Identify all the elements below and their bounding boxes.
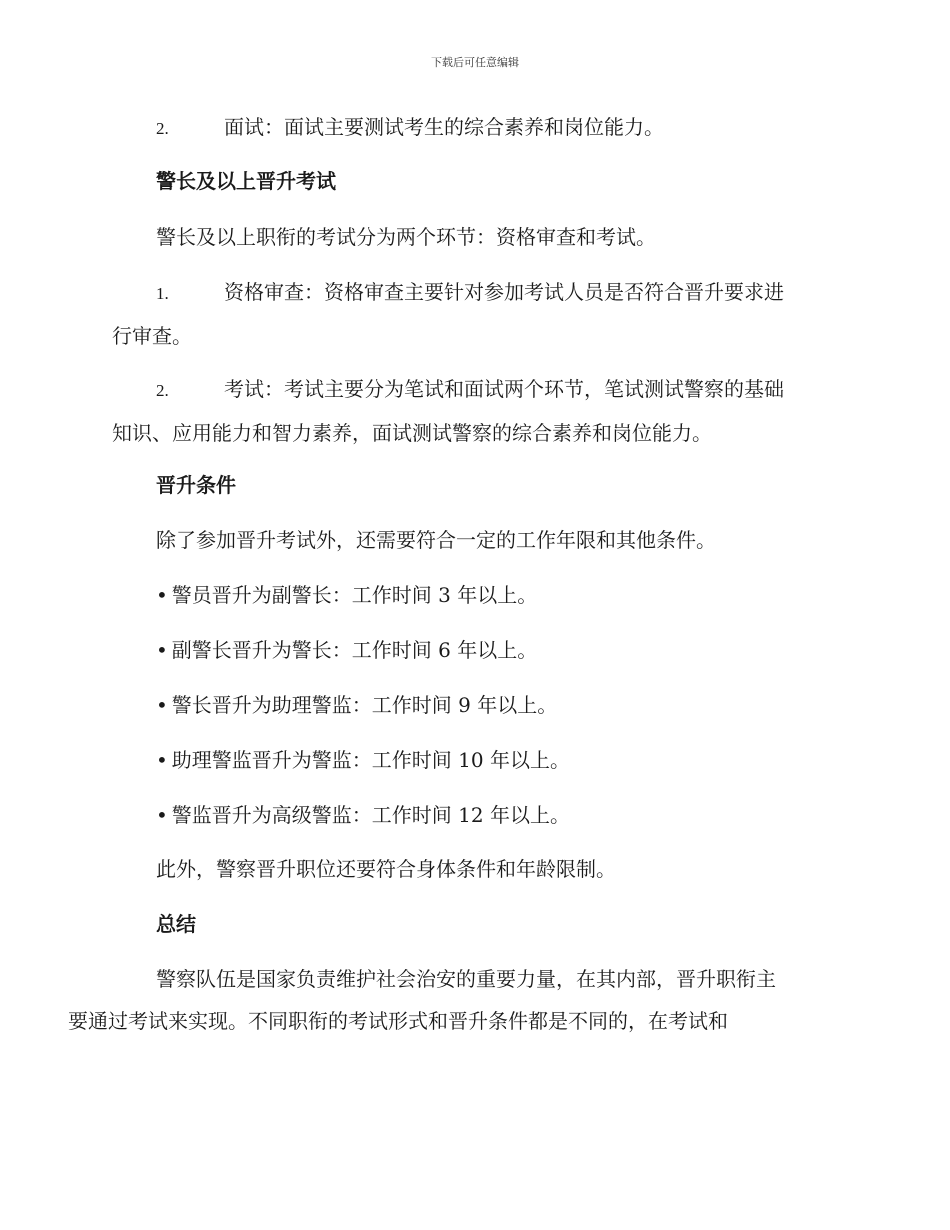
bullet-dot: • (156, 803, 168, 827)
paragraph-extra-conditions (112, 848, 832, 890)
heading-text: 晋升条件 (156, 473, 236, 497)
section-heading-summary (112, 903, 832, 945)
item-text-line-1: 考试：考试主要分为笔试和面试两个环节，笔试测试警察的基础 (224, 377, 784, 401)
numbered-item-interview (112, 106, 832, 150)
section-heading-conditions (112, 464, 832, 506)
wrapped-item (112, 271, 832, 357)
item-text-line-2: 知识、应用能力和智力素养，面试测试警察的综合素养和岗位能力。 (112, 421, 712, 445)
paragraph-text: 警长及以上职衔的考试分为两个环节：资格审查和考试。 (156, 225, 656, 249)
paragraph-text: 除了参加晋升考试外，还需要符合一定的工作年限和其他条件。 (156, 528, 716, 552)
bullet-dot: • (156, 748, 168, 772)
bullet-item (112, 684, 832, 726)
bullet-list (112, 574, 832, 836)
bullet-text: 警员晋升为副警长：工作时间 3 年以上。 (171, 583, 538, 607)
bullet-item (112, 794, 832, 836)
bullet-item (112, 629, 832, 671)
bullet-text: 助理警监晋升为警监：工作时间 10 年以上。 (171, 748, 570, 772)
numbered-item-exam (112, 368, 832, 454)
heading-text: 总结 (156, 912, 196, 936)
item-number: 2. (156, 119, 169, 138)
item-number: 2. (156, 381, 169, 400)
bullet-dot: • (156, 638, 168, 662)
paragraph-conditions (112, 519, 832, 561)
item-text: 面试：面试主要测试考生的综合素养和岗位能力。 (224, 115, 664, 139)
bullet-dot: • (156, 583, 168, 607)
wrapped-item (112, 368, 832, 454)
bullet-text: 副警长晋升为警长：工作时间 6 年以上。 (171, 638, 538, 662)
section-heading-sergeant-exam (112, 160, 832, 202)
item-number: 1. (156, 284, 169, 303)
heading-text: 警长及以上晋升考试 (156, 169, 336, 193)
paragraph-line-2: 要通过考试来实现。不同职衔的考试形式和晋升条件都是不同的，在考试和 (68, 1009, 728, 1033)
bullet-text: 警长晋升为助理警监：工作时间 9 年以上。 (171, 693, 558, 717)
bullet-item (112, 739, 832, 781)
item-text-line-2: 行审查。 (112, 324, 192, 348)
bullet-text: 警监晋升为高级警监：工作时间 12 年以上。 (171, 803, 570, 827)
paragraph-summary (68, 958, 832, 1042)
paragraph-line-1: 警察队伍是国家负责维护社会治安的重要力量，在其内部，晋升职衔主 (156, 967, 776, 991)
numbered-item-qualification (112, 271, 832, 357)
page-header: 下载后可任意编辑 (431, 56, 519, 69)
bullet-dot: • (156, 693, 168, 717)
item-text-line-1: 资格审查：资格审查主要针对参加考试人员是否符合晋升要求进 (224, 280, 784, 304)
paragraph-text (68, 958, 832, 1042)
paragraph-text: 此外，警察晋升职位还要符合身体条件和年龄限制。 (156, 857, 616, 881)
paragraph-sergeant-exam (112, 216, 832, 258)
bullet-item (112, 574, 832, 616)
